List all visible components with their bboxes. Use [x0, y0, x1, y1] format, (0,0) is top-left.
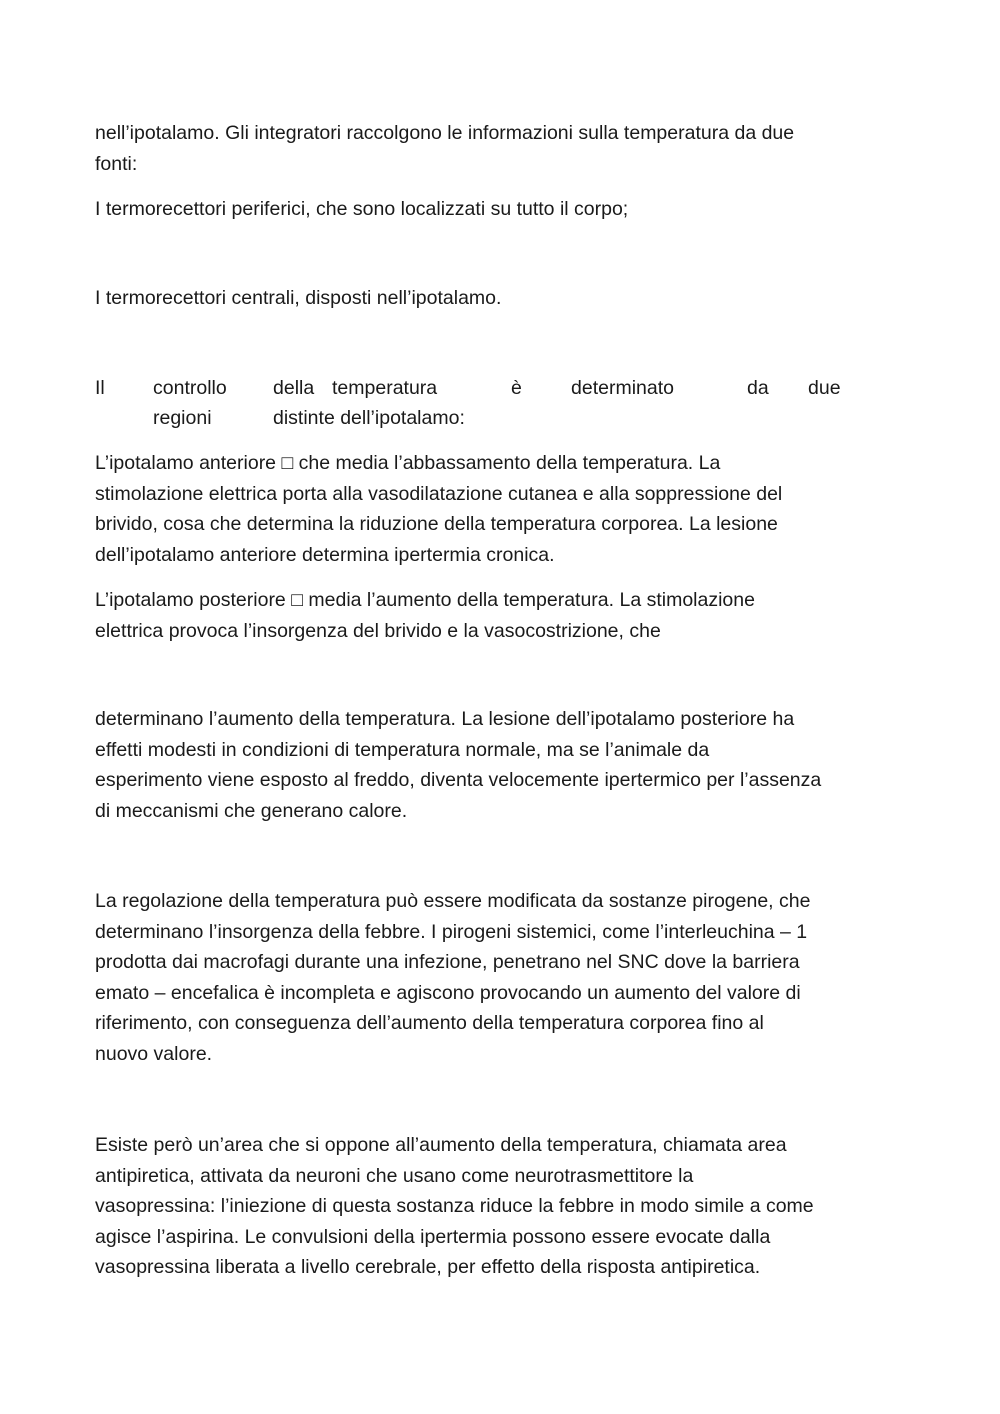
- paragraph-peripheral-receptors: [95, 194, 907, 225]
- word: Il: [95, 377, 105, 399]
- word: distinte dell’ipotalamo:: [273, 407, 465, 429]
- word: due: [808, 377, 841, 399]
- word: della: [273, 377, 315, 399]
- paragraph-anterior-hypothalamus: [95, 448, 907, 570]
- text-line: fonti:: [95, 152, 138, 175]
- text-line: I termorecettori centrali, disposti nell’ipotalamo.: [95, 287, 502, 309]
- text-line: I termorecettori periferici, che sono localizzati su tutto il corpo;: [95, 198, 629, 220]
- text-line: vasopressina liberata a livello cerebrale, per effetto della risposta antipiretica.: [95, 1256, 761, 1279]
- text-line: elettrica provoca l’insorgenza del brivido e la vasocostrizione, che: [95, 619, 661, 642]
- word: temperatura: [332, 377, 438, 399]
- paragraph-central-receptors: [95, 283, 907, 314]
- text-line: La regolazione della temperatura può essere modificata da sostanze pirogene, che: [95, 890, 811, 912]
- text-line: L’ipotalamo anteriore □ che media l’abbassamento della temperatura. La: [95, 452, 721, 474]
- text-line: prodotta dai macrofagi durante una infezione, penetrano nel SNC dove la barriera: [95, 951, 800, 974]
- text-line: nell’ipotalamo. Gli integratori raccolgono le informazioni sulla temperatura da due: [95, 122, 795, 144]
- text-line: Esiste però un’area che si oppone all’aumento della temperatura, chiamata area: [95, 1134, 787, 1156]
- text-line: stimolazione elettrica porta alla vasodilatazione cutanea e alla soppressione del: [95, 482, 783, 505]
- paragraph-pyrogens: [95, 886, 907, 1070]
- word: è: [511, 377, 522, 399]
- text-line: esperimento viene esposto al freddo, diventa velocemente ipertermico per l’assenza: [95, 769, 822, 792]
- text-line: agisce l’aspirina. Le convulsioni della ipertermia possono essere evocate dalla: [95, 1225, 771, 1248]
- text-line: di meccanismi che generano calore.: [95, 799, 408, 822]
- text-line: emato – encefalica è incompleta e agiscono provocando un aumento del valore di: [95, 981, 801, 1004]
- text-line: dell’ipotalamo anteriore determina ipertermia cronica.: [95, 543, 555, 566]
- text-line: L’ipotalamo posteriore □ media l’aumento della temperatura. La stimolazione: [95, 589, 755, 611]
- text-line: determinano l’insorgenza della febbre. I pirogeni sistemici, come l’interleuchina – 1: [95, 920, 808, 943]
- word: da: [747, 377, 769, 399]
- text-line: nuovo valore.: [95, 1042, 213, 1065]
- paragraph-antipyretic-area: [95, 1130, 907, 1283]
- paragraph-posterior-lesion: [95, 704, 907, 826]
- text-line: vasopressina: l’iniezione di questa sostanza riduce la febbre in modo simile a come: [95, 1195, 814, 1218]
- word: controllo: [153, 377, 227, 399]
- word: determinato: [571, 377, 674, 399]
- paragraph-intro: [95, 118, 907, 179]
- word: regioni: [153, 407, 212, 429]
- text-line: brivido, cosa che determina la riduzione della temperatura corporea. La lesione: [95, 513, 778, 536]
- text-line: effetti modesti in condizioni di temperatura normale, ma se l’animale da: [95, 738, 710, 761]
- paragraph-posterior-hypothalamus: [95, 585, 907, 646]
- text-line: antipiretica, attivata da neuroni che usano come neurotrasmettitore la: [95, 1164, 694, 1187]
- text-line: determinano l’aumento della temperatura. La lesione dell’ipotalamo posteriore ha: [95, 708, 795, 730]
- text-line: riferimento, con conseguenza dell’aumento della temperatura corporea fino al: [95, 1012, 764, 1035]
